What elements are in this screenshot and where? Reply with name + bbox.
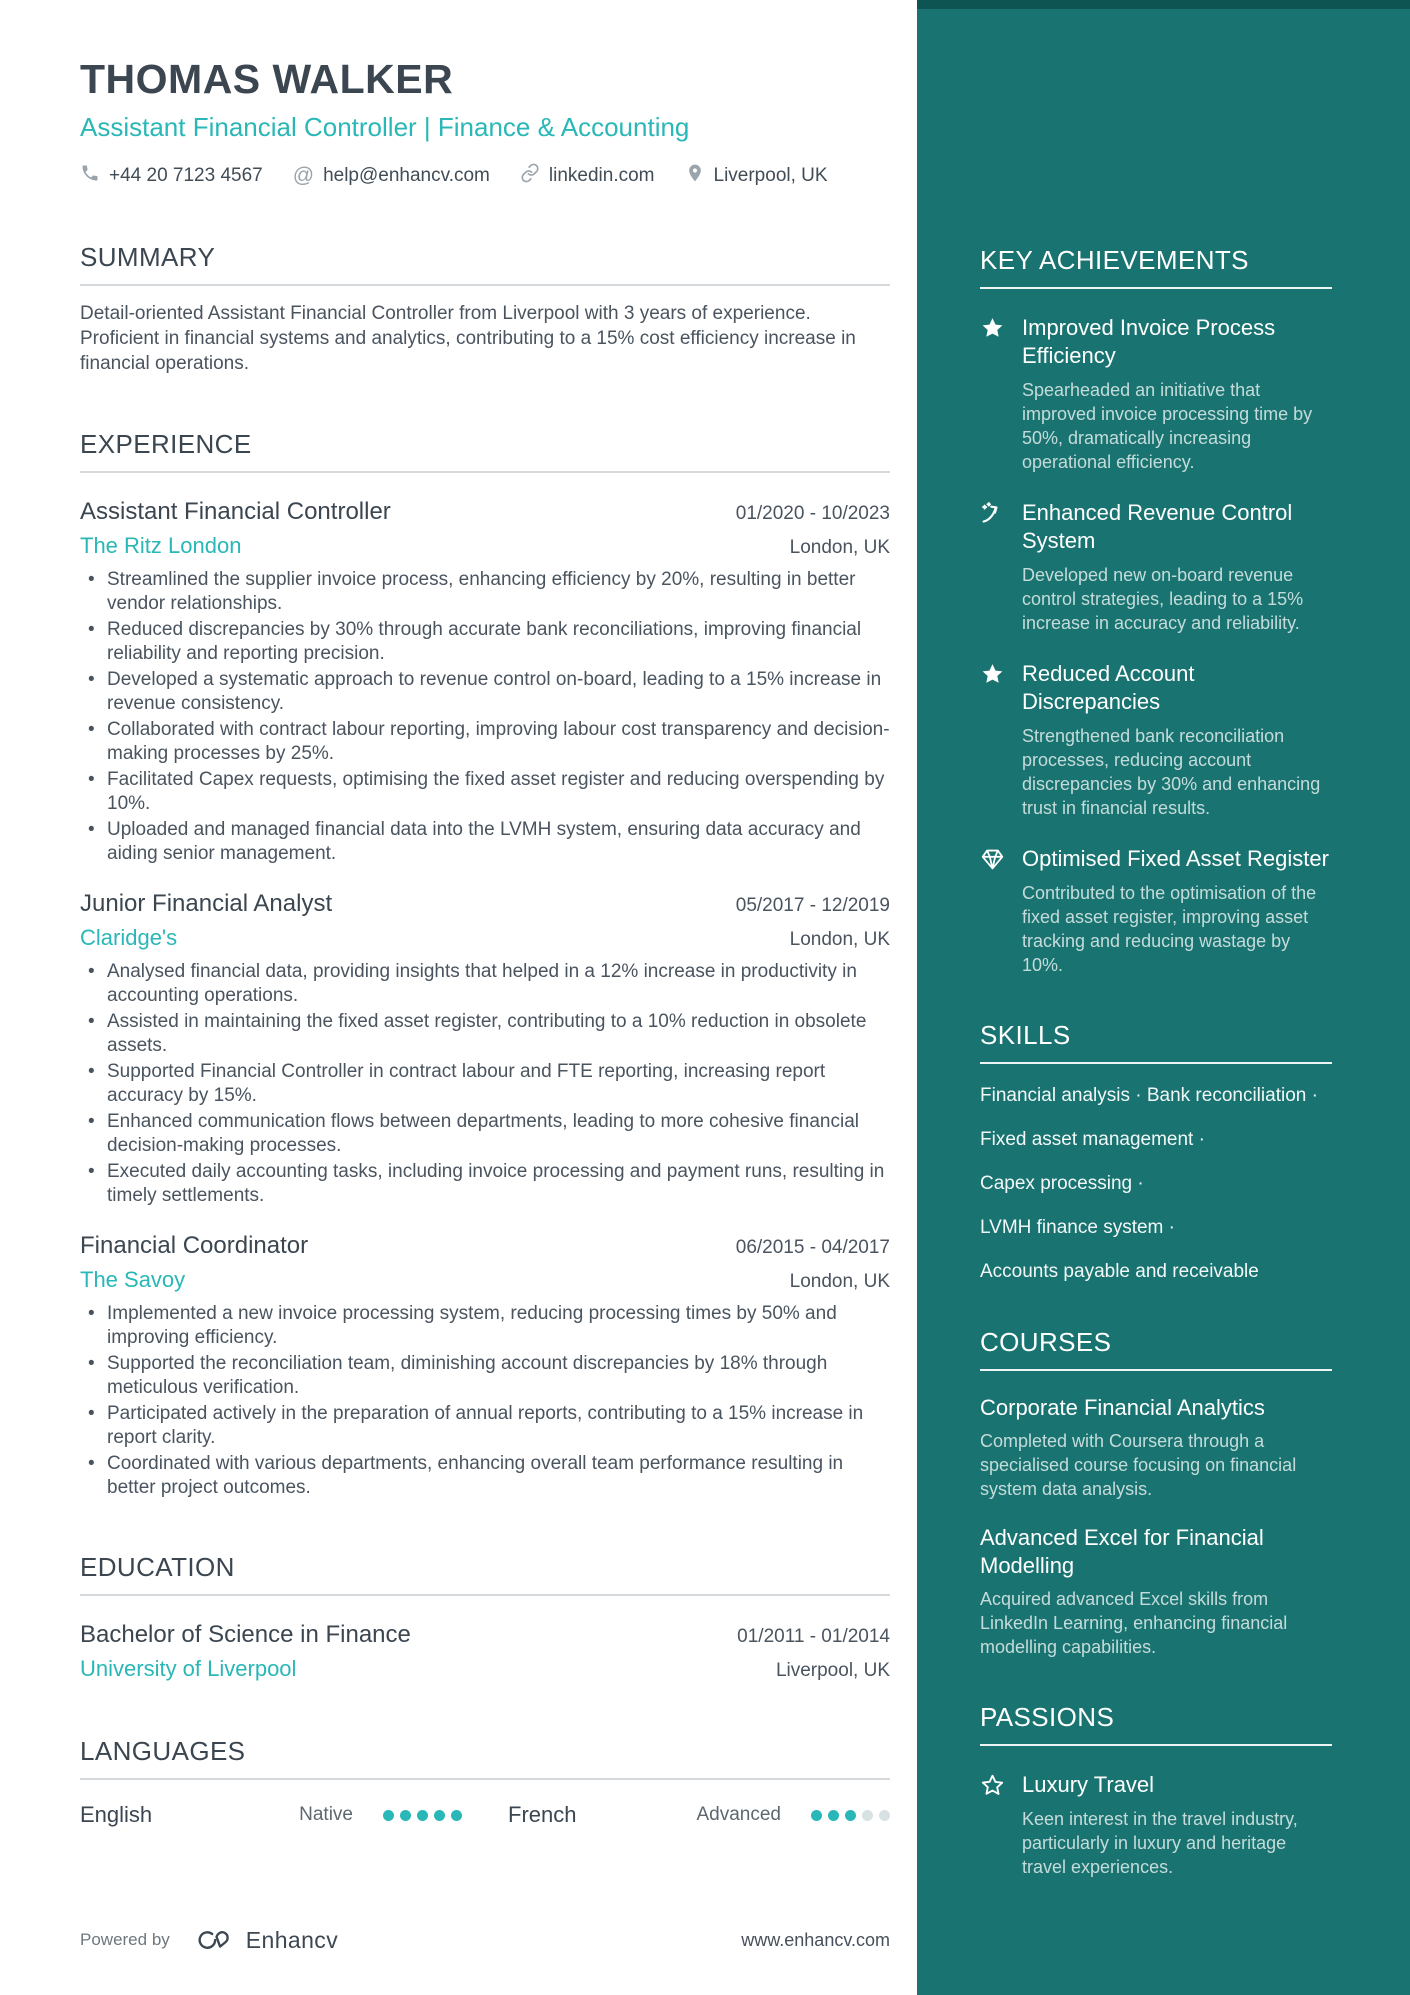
course-title: Advanced Excel for Financial Modelling [980,1525,1264,1578]
job-bullet: • Enhanced communication flows between departments, leading to more cohesive financial decision-making processes. [80,1110,890,1157]
job-bullet: • Facilitated Capex requests, optimising the fixed asset register and reducing overspending by 10%. [80,768,890,815]
education-location: Liverpool, UK [775,1660,890,1681]
achievement-description: Spearheaded an initiative that improved invoice processing time by 50%, dramatically increasing operational efficiency. [1022,380,1313,472]
key-achievements-section [980,244,1332,977]
sidebar [917,0,1410,1995]
linkedin-value: linkedin.com [548,165,655,186]
job-bullet-list [80,1302,890,1499]
star-outline-icon [980,1771,1006,1879]
job-entry [80,889,890,1207]
star-icon [980,314,1006,474]
skill-item: Capex processing · [980,1173,1144,1194]
job-company: The Savoy [80,1267,186,1292]
summary-section [80,241,890,376]
level-dot [417,1810,428,1821]
course-title: Corporate Financial Analytics [980,1395,1265,1420]
languages-heading: LANGUAGES [80,1736,246,1766]
trend-arrow-icon [980,499,1006,635]
section-divider [80,1778,890,1780]
section-divider [980,1744,1332,1746]
job-location: London, UK [789,1271,890,1292]
level-dot [879,1810,890,1821]
job-location: London, UK [789,537,890,558]
language-level: Advanced [696,1804,781,1825]
skill-item: Financial analysis · Bank reconciliation · [980,1085,1318,1106]
phone-contact [80,163,263,189]
level-dot [845,1810,856,1821]
education-section [80,1551,890,1683]
job-entry [80,497,890,865]
job-title: Junior Financial Analyst [80,890,333,917]
languages-section [80,1735,890,1828]
job-bullet-list [80,568,890,865]
job-bullet: • Implemented a new invoice processing system, reducing processing times by 50% and improving efficiency. [80,1302,890,1349]
level-dot [828,1810,839,1821]
language-item [80,1802,462,1828]
level-dot [434,1810,445,1821]
achievement-description: Developed new on-board revenue control strategies, leading to a 15% increase in accuracy and reliability. [1022,565,1304,633]
job-bullet: • Assisted in maintaining the fixed asset register, contributing to a 10% reduction in obsolete assets. [80,1010,890,1057]
gem-icon [980,845,1006,977]
job-location: London, UK [789,929,890,950]
email-contact[interactable] [293,165,490,187]
experience-heading: EXPERIENCE [80,429,252,459]
job-bullet: • Participated actively in the preparation of annual reports, contributing to a 15% increase in report clarity. [80,1402,890,1449]
course-item [980,1524,1332,1659]
achievement-title: Reduced Account Discrepancies [1022,661,1195,714]
footer [80,1926,890,1954]
location-value: Liverpool, UK [713,165,828,186]
course-description: Completed with Coursera through a specialised course focusing on financial system data analysis. [980,1431,1297,1499]
job-entry [80,1231,890,1499]
skill-item: Accounts payable and receivable [980,1261,1259,1282]
job-bullet: • Streamlined the supplier invoice process, enhancing efficiency by 20%, resulting in better vendor relationships. [80,568,890,615]
section-divider [80,471,890,473]
job-bullet: • Executed daily accounting tasks, including invoice processing and payment runs, resulting in timely settlements. [80,1160,890,1207]
passion-description: Keen interest in the travel industry, particularly in luxury and heritage travel experiences. [1022,1809,1298,1877]
section-divider [980,1369,1332,1371]
job-bullet-list [80,960,890,1207]
job-dates: 05/2017 - 12/2019 [735,895,890,916]
enhancv-logo-icon [196,1926,236,1954]
key-achievements-heading: KEY ACHIEVEMENTS [980,245,1249,275]
courses-heading: COURSES [980,1327,1112,1357]
location-pin-icon [685,163,705,189]
languages-row [80,1802,890,1828]
job-bullet: • Coordinated with various departments, enhancing overall team performance resulting in better project outcomes. [80,1452,890,1499]
level-dot [451,1810,462,1821]
skill-item: LVMH finance system · [980,1217,1175,1238]
link-icon [520,163,540,189]
achievement-description: Strengthened bank reconciliation processes, reducing account discrepancies by 30% and enhancing trust in financial results. [1022,726,1321,818]
linkedin-contact[interactable] [520,163,655,189]
job-dates: 06/2015 - 04/2017 [735,1237,890,1258]
job-bullet: • Uploaded and managed financial data into the LVMH system, ensuring data accuracy and aiding senior management. [80,818,890,865]
job-bullet: • Analysed financial data, providing insights that helped in a 12% increase in productivity in accounting operations. [80,960,890,1007]
job-company: The Ritz London [80,533,242,558]
job-bullet: • Collaborated with contract labour reporting, improving labour cost transparency and decision-making processes by 25%. [80,718,890,765]
job-title: Assistant Financial Controller [80,498,391,525]
achievement-item [980,314,1332,474]
course-item [980,1394,1332,1501]
achievement-title: Optimised Fixed Asset Register [1022,846,1329,871]
phone-value: +44 20 7123 4567 [109,165,263,186]
level-dot [811,1810,822,1821]
language-level: Native [299,1804,353,1825]
phone-icon [80,163,100,189]
summary-text: Detail-oriented Assistant Financial Controller from Liverpool with 3 years of experience. Proficient in financial systems and analytics, contributing to a 15% cost efficiency increase in financial operations. [80,303,856,374]
location-contact [685,163,828,189]
skills-section [980,1019,1332,1284]
achievement-item [980,499,1332,635]
section-divider [80,1594,890,1596]
level-dot [400,1810,411,1821]
achievement-title: Enhanced Revenue Control System [1022,500,1293,553]
achievement-item [980,845,1332,977]
course-description: Acquired advanced Excel skills from LinkedIn Learning, enhancing financial modelling capabilities. [980,1589,1288,1657]
powered-by-label: Powered by [80,1930,170,1949]
language-level-dots [811,1810,890,1821]
job-bullet: • Reduced discrepancies by 30% through accurate bank reconciliations, improving financial reliability and reporting precision. [80,618,890,665]
skills-heading: SKILLS [980,1020,1071,1050]
job-title: Financial Coordinator [80,1232,309,1259]
job-bullet: • Supported the reconciliation team, diminishing account discrepancies by 18% through meticulous verification. [80,1352,890,1399]
enhancv-wordmark: Enhancv [245,1926,339,1953]
education-dates: 01/2011 - 01/2014 [737,1626,890,1647]
language-name: English [80,1802,153,1827]
passions-section [980,1701,1332,1879]
star-icon [980,660,1006,820]
at-icon: @ [292,164,315,187]
job-dates: 01/2020 - 10/2023 [735,503,890,524]
degree-title: Bachelor of Science in Finance [80,1621,411,1648]
website-link[interactable]: www.enhancv.com [741,1929,890,1950]
summary-heading: SUMMARY [80,242,216,272]
education-heading: EDUCATION [80,1552,235,1582]
experience-section [80,428,890,1499]
email-value: help@enhancv.com [323,165,490,186]
job-company: Claridge's [80,925,178,950]
section-divider [80,284,890,286]
achievement-title: Improved Invoice Process Efficiency [1022,315,1276,368]
skill-item: Fixed asset management · [980,1129,1205,1150]
section-divider [980,1062,1332,1064]
level-dot [383,1810,394,1821]
language-name: French [508,1802,577,1827]
section-divider [980,287,1332,289]
job-bullet: • Developed a systematic approach to revenue control on-board, leading to a 15% increase in revenue consistency. [80,668,890,715]
passion-title: Luxury Travel [1022,1772,1155,1797]
level-dot [862,1810,873,1821]
candidate-title: Assistant Financial Controller | Finance & Accounting [80,112,690,142]
school-name: University of Liverpool [80,1656,297,1681]
achievement-item [980,660,1332,820]
language-item [508,1802,890,1828]
contact-row [80,163,890,189]
achievement-description: Contributed to the optimisation of the fixed asset register, improving asset tracking and reducing wastage by 10%. [1022,883,1317,975]
candidate-name: THOMAS WALKER [80,56,454,102]
courses-section [980,1326,1332,1659]
job-bullet: • Supported Financial Controller in contract labour and FTE reporting, increasing report accuracy by 15%. [80,1060,890,1107]
passions-heading: PASSIONS [980,1702,1115,1732]
passion-item [980,1771,1332,1879]
language-level-dots [383,1810,462,1821]
